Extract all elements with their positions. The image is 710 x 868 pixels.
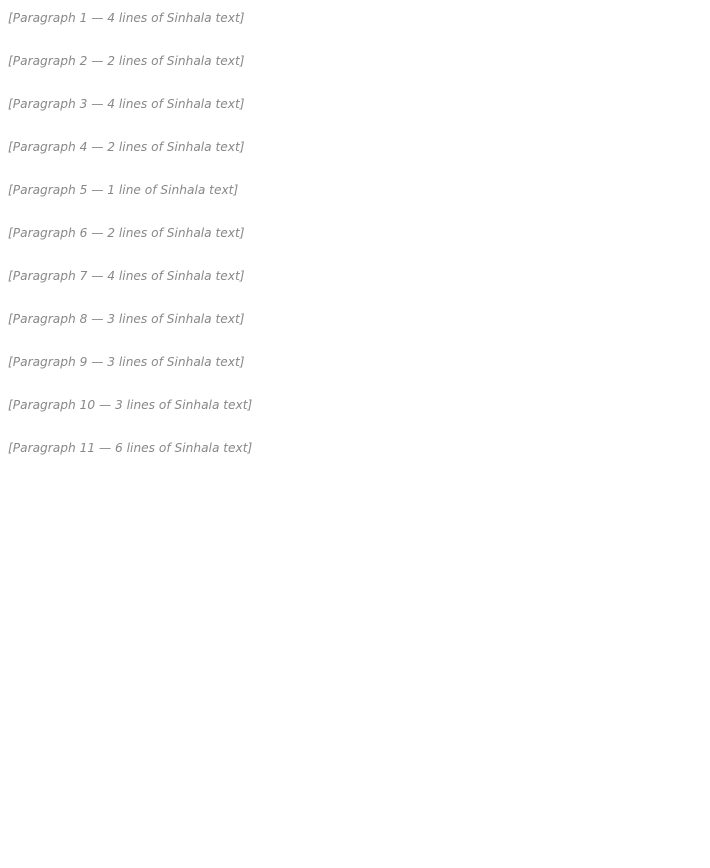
paragraph-10: [Paragraph 10 — 3 lines of Sinhala text] (8, 398, 253, 412)
paragraph-4: [Paragraph 4 — 2 lines of Sinhala text] (8, 140, 245, 154)
paragraph-5: [Paragraph 5 — 1 line of Sinhala text] (8, 183, 239, 197)
paragraph-6: [Paragraph 6 — 2 lines of Sinhala text] (8, 226, 245, 240)
paragraph-9: [Paragraph 9 — 3 lines of Sinhala text] (8, 355, 245, 369)
paragraph-8: [Paragraph 8 — 3 lines of Sinhala text] (8, 312, 245, 326)
paragraph-2: [Paragraph 2 — 2 lines of Sinhala text] (8, 54, 245, 68)
paragraph-7: [Paragraph 7 — 4 lines of Sinhala text] (8, 269, 245, 283)
paragraph-11: [Paragraph 11 — 6 lines of Sinhala text] (8, 441, 253, 455)
paragraph-3: [Paragraph 3 — 4 lines of Sinhala text] (8, 97, 245, 111)
paragraph-1: [Paragraph 1 — 4 lines of Sinhala text] (8, 11, 245, 25)
